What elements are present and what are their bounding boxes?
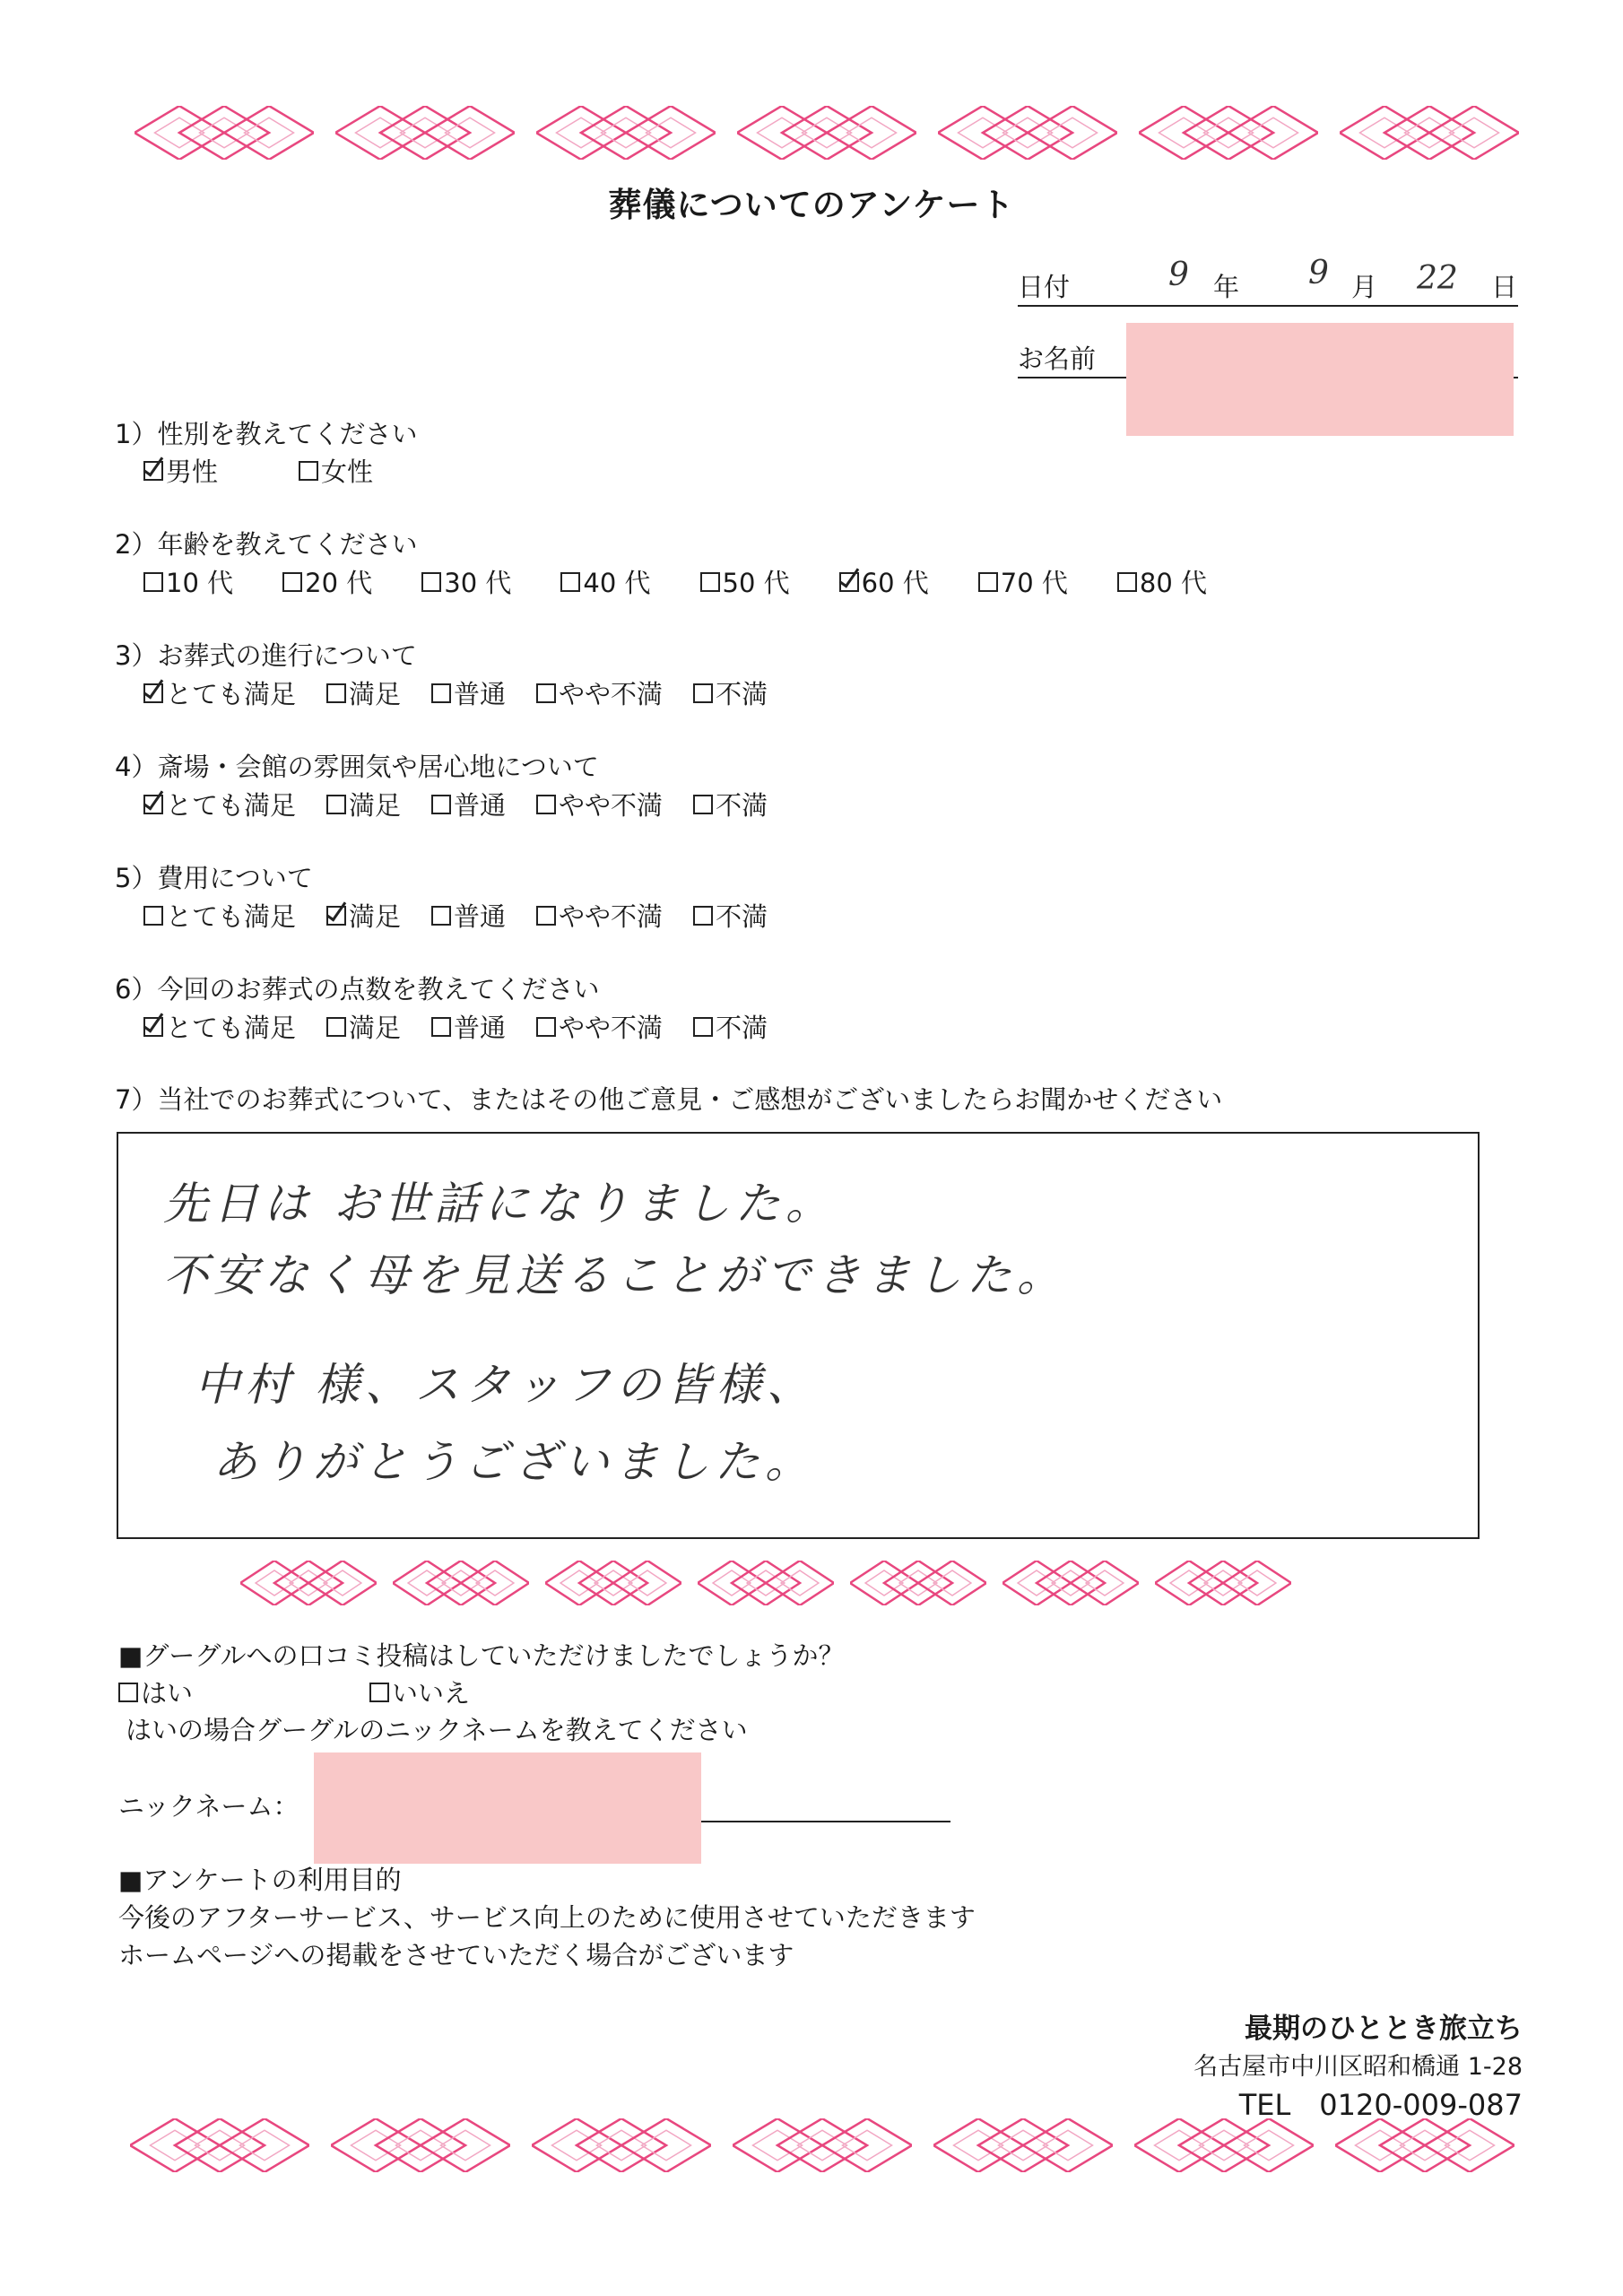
question-2-option: [839, 563, 929, 600]
company-name: 最期のひととき旅立ち: [1245, 2013, 1523, 2045]
question-3-option: [693, 674, 768, 711]
option-label: 20 代: [305, 568, 373, 598]
question-3-option: [143, 674, 296, 711]
question-3-option: [431, 674, 506, 711]
purpose-line-1: 今後のアフターサービス、サービス向上のために使用させていただきます: [118, 1902, 976, 1933]
question-4-option: [536, 786, 663, 822]
option-label: 満足: [349, 1013, 402, 1043]
diamond-ornament: [536, 106, 716, 160]
google-yes-checkbox: [118, 1683, 138, 1702]
option-label: 80 代: [1139, 568, 1207, 598]
diamond-ornament: [335, 106, 515, 160]
diamond-ornament: [1340, 106, 1519, 160]
google-no-label: いいえ: [392, 1678, 471, 1709]
diamond-ornament: [130, 2118, 309, 2172]
google-question: ■グーグルへの口コミ投稿はしていただけましたでしょうか？: [118, 1640, 845, 1671]
comment-line-1: 先日は お世話になりました。: [163, 1178, 836, 1230]
date-label: 日付: [1018, 272, 1071, 302]
diamond-ornament: [938, 106, 1117, 160]
question-2-options: [143, 563, 1256, 600]
checkbox: [143, 572, 163, 592]
google-no-option: [369, 1674, 470, 1710]
checked-checkbox: [143, 795, 163, 814]
option-label: とても満足: [166, 1013, 297, 1043]
option-label: 満足: [349, 790, 402, 821]
diamond-ornament: [737, 106, 916, 160]
question-4-options: [143, 786, 798, 822]
redacted-nickname: [314, 1752, 701, 1864]
question-6-options: [143, 1008, 798, 1045]
diamond-ornament: [331, 2118, 510, 2172]
question-2-option: [700, 563, 790, 600]
question-4-option: [693, 786, 768, 822]
checkbox: [536, 683, 556, 703]
option-label: やや不満: [559, 790, 664, 821]
comment-line-4: ありがとうございました。: [213, 1436, 815, 1488]
diamond-ornament: [698, 1561, 834, 1605]
question-3-options: [143, 674, 798, 711]
purpose-heading: ■アンケートの利用目的: [118, 1865, 402, 1895]
question-2-option: [421, 563, 511, 600]
checkbox: [431, 1017, 451, 1037]
option-label: やや不満: [559, 679, 664, 709]
date-field: [1018, 255, 1518, 305]
redacted-name: [1126, 323, 1514, 436]
option-label: 女性: [321, 457, 374, 487]
question-2-option: [143, 563, 233, 600]
diamond-ornament: [393, 1561, 529, 1605]
checkbox: [693, 906, 713, 926]
option-label: 不満: [716, 679, 768, 709]
question-6-option: [693, 1008, 768, 1045]
checkbox: [282, 572, 302, 592]
diamond-ornament: [240, 1561, 377, 1605]
option-label: 不満: [716, 1013, 768, 1043]
question-6-option: [536, 1008, 663, 1045]
checked-checkbox: [143, 461, 163, 481]
question-1-option: [143, 452, 218, 489]
question-4-option: [431, 786, 506, 822]
option-label: 60 代: [861, 568, 929, 598]
option-label: 男性: [166, 457, 219, 487]
question-2-option: [1117, 563, 1207, 600]
checkbox: [326, 1017, 346, 1037]
option-label: やや不満: [559, 1013, 664, 1043]
question-2-option: [978, 563, 1068, 600]
question-6-option: [431, 1008, 506, 1045]
decorative-border-top: [135, 106, 1541, 160]
question-6-option: [143, 1008, 296, 1045]
option-label: 普通: [454, 1013, 507, 1043]
checkbox: [1117, 572, 1137, 592]
diamond-ornament: [1335, 2118, 1515, 2172]
checkbox: [693, 1017, 713, 1037]
question-7-label: 7）当社でのお葬式について、またはその他ご意見・ご感想がございましたらお聞かせください: [115, 1084, 1223, 1115]
option-label: 50 代: [722, 568, 790, 598]
diamond-ornament: [1139, 106, 1318, 160]
diamond-ornament: [1134, 2118, 1314, 2172]
date-year-value: 9: [1168, 257, 1189, 293]
checkbox: [431, 906, 451, 926]
google-yes-option: [118, 1674, 193, 1710]
checkbox: [299, 461, 318, 481]
decorative-border-middle: [240, 1561, 1307, 1605]
decorative-border-bottom: [130, 2118, 1536, 2172]
question-2-option: [282, 563, 372, 600]
comment-box: [117, 1132, 1480, 1539]
question-4-label: 4）斎場・会館の雰囲気や居心地について: [115, 752, 599, 782]
question-5-options: [143, 897, 798, 934]
page-title: 葬儀についてのアンケート: [608, 186, 1015, 224]
question-3-label: 3）お葬式の進行について: [115, 640, 417, 671]
diamond-ornament: [850, 1561, 986, 1605]
question-5-option: [536, 897, 663, 934]
checkbox: [560, 572, 580, 592]
question-1-option: [299, 452, 373, 489]
checkbox: [536, 795, 556, 814]
question-1-label: 1）性別を教えてください: [115, 419, 418, 449]
question-6-option: [326, 1008, 401, 1045]
option-label: 30 代: [444, 568, 512, 598]
question-3-option: [326, 674, 401, 711]
diamond-ornament: [135, 106, 314, 160]
question-5-option: [143, 897, 296, 934]
option-label: 10 代: [166, 568, 234, 598]
checked-checkbox: [143, 683, 163, 703]
checkbox: [326, 795, 346, 814]
option-label: とても満足: [166, 679, 297, 709]
checkbox: [536, 1017, 556, 1037]
comment-line-3: 中村 様、スタッフの皆様、: [195, 1359, 817, 1411]
option-label: 満足: [349, 901, 402, 932]
option-label: 普通: [454, 679, 507, 709]
checkbox: [693, 795, 713, 814]
checkbox: [326, 683, 346, 703]
date-month-value: 9: [1308, 255, 1329, 291]
checkbox: [421, 572, 441, 592]
google-no-checkbox: [369, 1683, 389, 1702]
diamond-ornament: [733, 2118, 912, 2172]
question-4-option: [143, 786, 296, 822]
question-2-option: [560, 563, 650, 600]
question-3-option: [536, 674, 663, 711]
question-5-option: [431, 897, 506, 934]
date-underline: [1018, 305, 1518, 307]
diamond-ornament: [1155, 1561, 1291, 1605]
question-5-label: 5）費用について: [115, 863, 313, 893]
checkbox: [536, 906, 556, 926]
checked-checkbox: [326, 906, 346, 926]
date-day-unit: 日: [1491, 272, 1518, 302]
company-tel: TEL 0120-009-087: [1238, 2088, 1523, 2122]
question-5-option: [326, 897, 401, 934]
name-label: お名前: [1018, 344, 1097, 374]
option-label: 不満: [716, 901, 768, 932]
date-day-value: 22: [1417, 260, 1458, 297]
option-label: 満足: [349, 679, 402, 709]
date-month-unit: 月: [1351, 272, 1378, 302]
question-6-label: 6）今回のお葬式の点数を教えてください: [115, 974, 600, 1004]
option-label: 普通: [454, 901, 507, 932]
question-5-option: [693, 897, 768, 934]
option-label: やや不満: [559, 901, 664, 932]
nickname-label: ニックネーム：: [118, 1791, 299, 1822]
checked-checkbox: [143, 1017, 163, 1037]
checkbox: [431, 795, 451, 814]
option-label: 40 代: [583, 568, 651, 598]
company-address: 名古屋市中川区昭和橋通 1-28: [1193, 2053, 1523, 2081]
checkbox: [431, 683, 451, 703]
diamond-ornament: [933, 2118, 1113, 2172]
option-label: とても満足: [166, 901, 297, 932]
checkbox: [693, 683, 713, 703]
option-label: 不満: [716, 790, 768, 821]
google-yes-label: はい: [141, 1678, 194, 1709]
nickname-prompt: はいの場合グーグルのニックネームを教えてください: [126, 1715, 748, 1745]
comment-line-2: 不安なく母を見送ることができました。: [163, 1249, 1067, 1301]
diamond-ornament: [1002, 1561, 1139, 1605]
diamond-ornament: [532, 2118, 711, 2172]
question-2-label: 2）年齢を教えてください: [115, 529, 418, 560]
option-label: とても満足: [166, 790, 297, 821]
purpose-line-2: ホームページへの掲載をさせていただく場合がございます: [118, 1940, 794, 1970]
option-label: 70 代: [1000, 568, 1068, 598]
question-4-option: [326, 786, 401, 822]
checkbox: [143, 906, 163, 926]
option-label: 普通: [454, 790, 507, 821]
checkbox: [700, 572, 720, 592]
question-1-options: [143, 452, 454, 489]
checked-checkbox: [839, 572, 859, 592]
diamond-ornament: [545, 1561, 681, 1605]
date-year-unit: 年: [1213, 272, 1240, 302]
checkbox: [978, 572, 998, 592]
